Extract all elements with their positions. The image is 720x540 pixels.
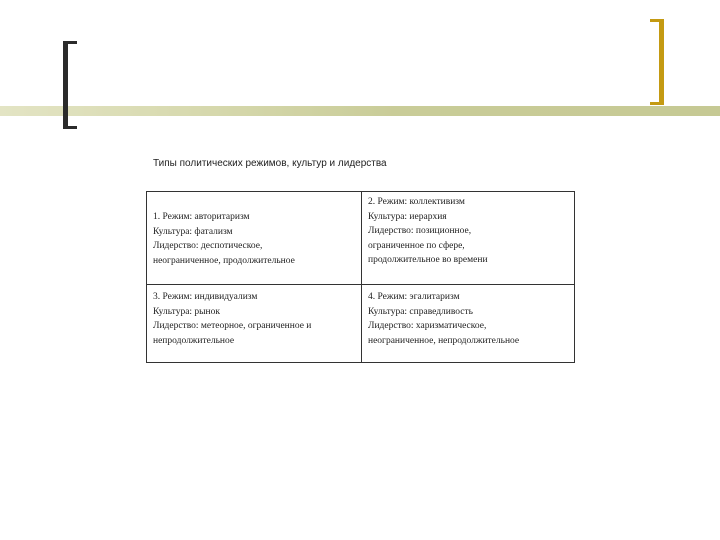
slide-title: Типы политических режимов, культур и лидерства (153, 158, 387, 169)
table-cell-individualism (153, 290, 311, 348)
cell-line: 1. Режим: авторитаризм (153, 212, 250, 222)
cell-line: Культура: фатализм (153, 226, 233, 237)
left-bracket-decoration (63, 41, 77, 129)
cell-line: 3. Режим: индивидуализм (153, 292, 258, 302)
cell-line: 2. Режим: коллективизм (368, 197, 465, 207)
cell-line: ограниченное по сфере, (368, 240, 465, 251)
cell-line: 4. Режим: эгалитаризм (368, 292, 460, 302)
right-bracket-decoration (650, 19, 664, 105)
regimes-table (146, 191, 575, 363)
cell-line: Лидерство: метеорное, ограниченное и (153, 321, 312, 331)
table-vertical-divider (361, 192, 362, 362)
table-cell-collectivism (368, 195, 488, 268)
cell-line: продолжительное во времени (368, 255, 488, 265)
table-cell-egalitarianism (368, 290, 519, 348)
cell-line: неограниченное, непродолжительное (368, 335, 520, 346)
cell-line: Культура: справедливость (368, 306, 473, 317)
decorative-band (0, 106, 720, 116)
cell-line: непродолжительное (153, 335, 235, 346)
cell-line: Лидерство: деспотическое, (153, 241, 263, 251)
table-cell-authoritarianism (153, 210, 295, 268)
table-horizontal-divider (147, 284, 574, 285)
cell-line: неограниченное, продолжительное (153, 255, 295, 266)
cell-line: Культура: рынок (153, 306, 221, 317)
cell-line: Лидерство: позиционное, (368, 226, 472, 236)
cell-line: Культура: иерархия (368, 211, 447, 222)
cell-line: Лидерство: харизматическое, (368, 321, 487, 331)
